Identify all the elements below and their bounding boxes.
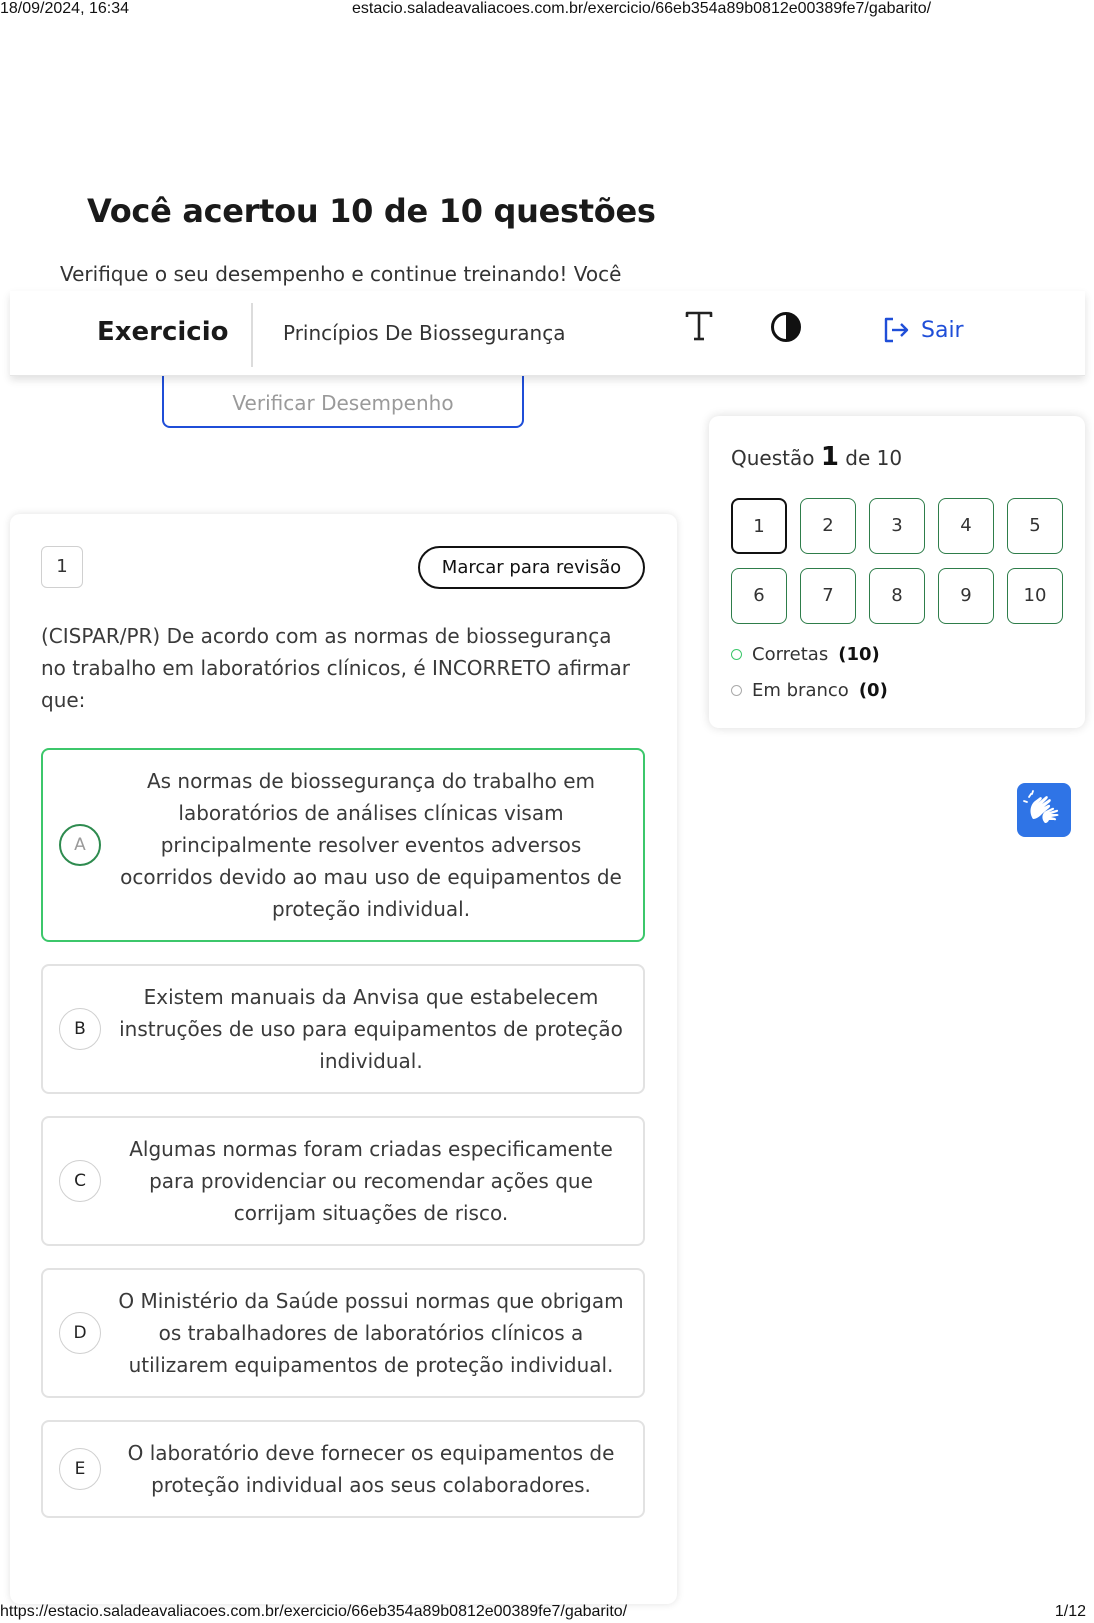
question-number: 1 (41, 546, 83, 588)
subject-title: Princípios De Biossegurança (283, 321, 566, 345)
navigator-current: 1 (820, 442, 839, 472)
verify-performance-button[interactable]: Verificar Desempenho (162, 356, 524, 428)
legend-blank-label: Em branco (752, 680, 849, 701)
legend-correct-label: Corretas (752, 644, 829, 665)
exit-button[interactable] (881, 313, 964, 347)
text-size-icon[interactable] (682, 309, 716, 343)
legend-correct (731, 644, 880, 665)
nav-question-1[interactable]: 1 (731, 498, 787, 554)
navigator-title (731, 442, 902, 472)
correct-dot-icon (731, 649, 742, 660)
option-a[interactable] (41, 748, 645, 942)
option-text: O Ministério da Saúde possui normas que obrigam os trabalhadores de laboratórios clínicos a utilizarem equipamentos de proteção individual. (118, 1289, 624, 1377)
option-e[interactable] (41, 1420, 645, 1518)
print-header (0, 0, 1094, 18)
option-d[interactable] (41, 1268, 645, 1398)
navigator-of: de 10 (845, 446, 903, 470)
nav-question-7[interactable]: 7 (800, 568, 856, 624)
option-letter: E (59, 1448, 101, 1490)
question-text: (CISPAR/PR) De acordo com as normas de biossegurança no trabalho em laboratórios clínicos, é INCORRETO afirmar que: (41, 624, 630, 712)
print-url: estacio.saladeavaliacoes.com.br/exercicio/66eb354a89b0812e00389fe7/gabarito/ (352, 0, 932, 17)
blank-dot-icon (731, 685, 742, 696)
question-navigator (709, 416, 1085, 728)
option-text: As normas de biossegurança do trabalho em laboratórios de análises clínicas visam principalmente resolver eventos adversos ocorridos devido ao mau uso de equipamentos de proteção individual. (120, 769, 622, 921)
legend-correct-count: (10) (838, 644, 880, 665)
result-title: Você acertou 10 de 10 questões (87, 192, 656, 230)
option-text: O laboratório deve fornecer os equipamentos de proteção individual aos seus colaboradores. (127, 1441, 615, 1497)
option-letter: A (59, 824, 101, 866)
nav-question-3[interactable]: 3 (869, 498, 925, 554)
result-subtitle: Verifique o seu desempenho e continue treinando! Você (60, 262, 622, 286)
option-letter: C (59, 1160, 101, 1202)
sign-language-button[interactable] (1017, 783, 1071, 837)
option-c[interactable] (41, 1116, 645, 1246)
divider (251, 303, 253, 367)
print-footer-url: https://estacio.saladeavaliacoes.com.br/exercicio/66eb354a89b0812e00389fe7/gabarito/ (0, 1603, 628, 1620)
exit-icon (881, 315, 911, 345)
print-datetime: 18/09/2024, 16:34 (0, 0, 130, 17)
nav-question-10[interactable]: 10 (1007, 568, 1063, 624)
nav-question-4[interactable]: 4 (938, 498, 994, 554)
navigator-prefix: Questão (731, 446, 815, 470)
option-letter: B (59, 1008, 101, 1050)
brand-title: Exercicio (97, 317, 229, 347)
print-page-number: 1/12 (1054, 1603, 1086, 1620)
question-card (10, 514, 677, 1604)
nav-question-8[interactable]: 8 (869, 568, 925, 624)
nav-question-6[interactable]: 6 (731, 568, 787, 624)
print-footer (0, 1603, 1094, 1623)
legend-blank (731, 680, 888, 701)
top-bar (10, 291, 1085, 376)
nav-question-2[interactable]: 2 (800, 498, 856, 554)
option-letter: D (59, 1312, 101, 1354)
navigator-grid (731, 498, 1067, 624)
option-text: Existem manuais da Anvisa que estabelecem instruções de uso para equipamentos de proteção individual. (119, 985, 623, 1073)
nav-question-5[interactable]: 5 (1007, 498, 1063, 554)
nav-question-9[interactable]: 9 (938, 568, 994, 624)
legend-blank-count: (0) (858, 680, 888, 701)
contrast-icon[interactable] (770, 311, 802, 343)
option-text: Algumas normas foram criadas especificamente para providenciar ou recomendar ações que corrijam situações de risco. (129, 1137, 613, 1225)
exit-label: Sair (921, 317, 964, 343)
option-b[interactable] (41, 964, 645, 1094)
mark-for-review-button[interactable]: Marcar para revisão (418, 546, 645, 589)
sign-language-icon (1017, 783, 1071, 837)
